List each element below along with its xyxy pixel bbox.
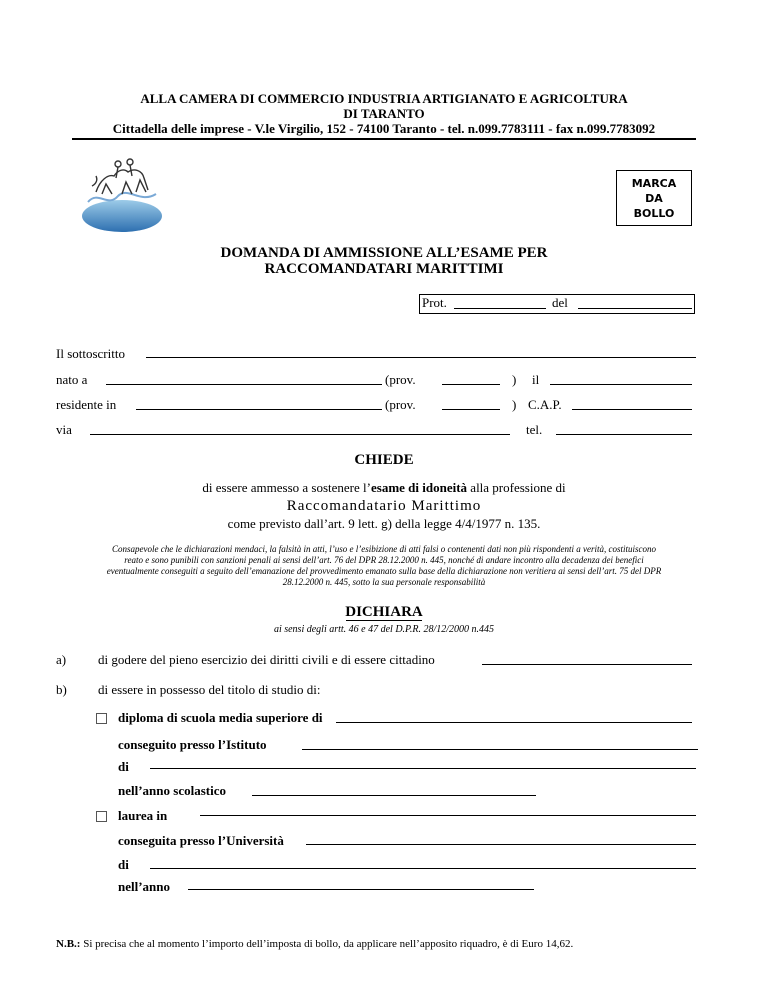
item-b-text: di essere in possesso del titolo di studio di: — [98, 682, 321, 697]
istituto-label: conseguito presso l’Istituto — [118, 737, 267, 752]
universita-field[interactable] — [306, 844, 696, 845]
citizenship-field[interactable] — [482, 664, 692, 665]
disclaimer-line-4: 28.12.2000 n. 445, sotto la sua personale responsabilità — [282, 577, 486, 587]
via-field[interactable] — [90, 434, 510, 435]
sottoscritto-label: Il sottoscritto — [56, 346, 125, 361]
nato-a-label: nato a — [56, 372, 88, 387]
diploma-city-field[interactable] — [150, 768, 696, 769]
nato-a-field[interactable] — [106, 384, 382, 385]
chiede-text-1: di essere ammesso a sostenere l’esame di idoneità alla professione di — [202, 480, 566, 495]
anno-field[interactable] — [188, 889, 534, 890]
title-line-1: DOMANDA DI AMMISSIONE ALL’ESAME PER — [220, 245, 548, 261]
prov-field-2[interactable] — [442, 409, 500, 410]
title-line-2: RACCOMANDATARI MARITTIMI — [264, 261, 504, 277]
stamp-line-2: DA — [645, 192, 663, 205]
prov-close-1: ) — [512, 372, 517, 387]
prov-label-1: (prov. — [385, 372, 416, 387]
diploma-city-label: di — [118, 759, 129, 774]
laurea-city-label: di — [118, 857, 129, 872]
prov-close-2: ) — [512, 397, 517, 412]
disclaimer-line-3: eventualmente conseguiti a seguito dell’emanazione del provvedimento emanato sulla base della dichiarazione non veritiera ai sensi dell’art. 75 del DPR — [106, 566, 662, 576]
header-rule — [72, 138, 696, 140]
universita-label: conseguita presso l’Università — [118, 833, 284, 848]
stamp-line-1: MARCA — [631, 177, 677, 190]
dichiara-heading: DICHIARA — [345, 604, 423, 620]
residente-field[interactable] — [136, 409, 382, 410]
footer-note: N.B.: Si precisa che al momento l’importo dell’imposta di bollo, da applicare nell’apposito riquadro, è di Euro 14,62. — [56, 938, 574, 950]
via-label: via — [56, 422, 72, 437]
cap-field[interactable] — [572, 409, 692, 410]
header-address: Cittadella delle imprese - V.le Virgilio, 152 - 74100 Taranto - tel. n.099.7783111 - fax n.099.7783092 — [112, 121, 656, 136]
anno-scolastico-label: nell’anno scolastico — [118, 783, 226, 798]
cap-label: C.A.P. — [528, 397, 562, 412]
chiede-heading: CHIEDE — [354, 452, 414, 468]
laurea-checkbox[interactable] — [96, 811, 107, 822]
profession-name: Raccomandatario Marittimo — [286, 498, 482, 514]
diploma-label: diploma di scuola media superiore di — [118, 710, 323, 725]
il-field[interactable] — [550, 384, 692, 385]
laurea-field[interactable] — [200, 815, 696, 816]
stamp-box — [616, 170, 692, 226]
chiede-text-3: come previsto dall’art. 9 lett. g) della legge 4/4/1977 n. 135. — [227, 516, 541, 531]
prov-field-1[interactable] — [442, 384, 500, 385]
tel-field[interactable] — [556, 434, 692, 435]
disclaimer-line-1: Consapevole che le dichiarazioni mendaci, la falsità in atti, l’uso e l’esibizione di atti falsi o contenenti dati non più rispondenti a verità, costituiscono — [112, 544, 656, 554]
protocol-date-label: del — [552, 295, 568, 310]
il-label: il — [532, 372, 540, 387]
laurea-label: laurea in — [118, 808, 168, 823]
dichiara-underline — [346, 620, 422, 621]
laurea-city-field[interactable] — [150, 868, 696, 869]
anno-scolastico-field[interactable] — [252, 795, 536, 796]
protocol-label: Prot. — [422, 295, 447, 310]
anno-label: nell’anno — [118, 879, 171, 894]
residente-label: residente in — [56, 397, 117, 412]
protocol-number-line[interactable] — [454, 308, 546, 309]
item-a-text: di godere del pieno esercizio dei diritti civili e di essere cittadino — [98, 652, 435, 667]
diploma-checkbox[interactable] — [96, 713, 107, 724]
dichiara-subtitle: ai sensi degli artt. 46 e 47 del D.P.R. 28/12/2000 n.445 — [273, 624, 495, 635]
istituto-field[interactable] — [302, 749, 698, 750]
prov-label-2: (prov. — [385, 397, 416, 412]
item-b-label: b) — [56, 682, 67, 697]
sottoscritto-field[interactable] — [146, 357, 696, 358]
protocol-date-line[interactable] — [578, 308, 692, 309]
item-a-label: a) — [56, 652, 67, 667]
chamber-logo — [78, 150, 168, 238]
disclaimer-line-2: reato e sono punibili con sanzioni penali ai sensi dell’art. 76 del DPR 28.12.2000 n. 445, nonché di andare incontro alla decadenza dei benefici — [124, 555, 644, 565]
tel-label: tel. — [526, 422, 543, 437]
header-line-1: ALLA CAMERA DI COMMERCIO INDUSTRIA ARTIGIANATO E AGRICOLTURA — [140, 91, 628, 106]
header-line-2: DI TARANTO — [343, 106, 425, 121]
stamp-line-3: BOLLO — [633, 207, 675, 220]
diploma-field[interactable] — [336, 722, 692, 723]
